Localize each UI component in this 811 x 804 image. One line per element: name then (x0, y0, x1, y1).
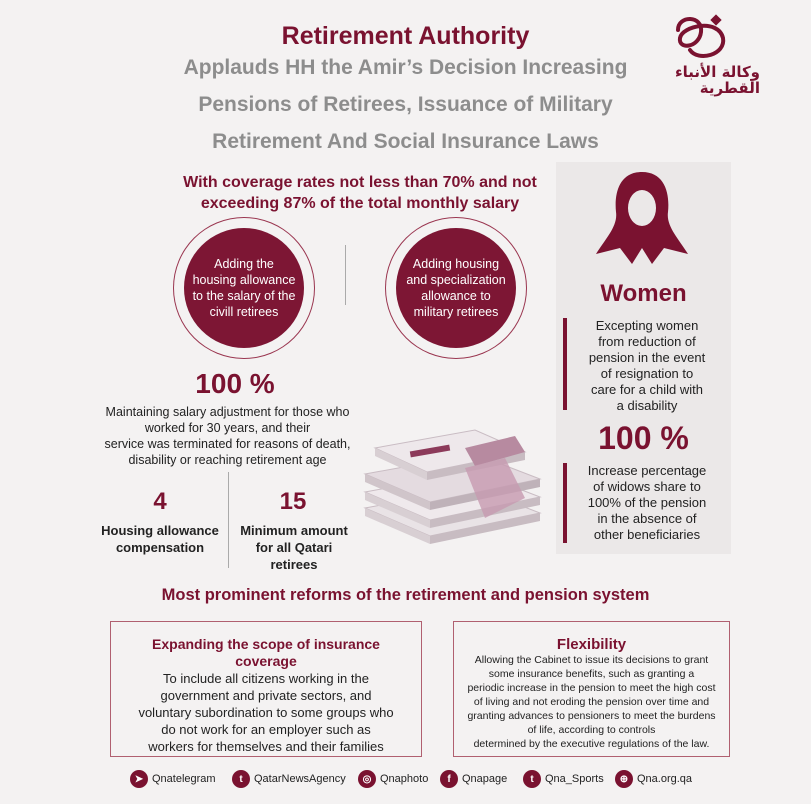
box-heading: Flexibility (556, 636, 627, 653)
insurance-coverage-box (110, 621, 422, 757)
accent-bar (563, 463, 567, 543)
logo-text-line-1: وكالة الأنباء (675, 63, 760, 81)
text-line: care for a child with (591, 382, 703, 397)
box-heading (111, 636, 421, 670)
twitter-icon: t (232, 770, 250, 788)
social-label: Qnapage (462, 773, 508, 785)
social-label: Qna_Sports (545, 773, 604, 785)
heading-line: Expanding the scope of insurance (152, 636, 380, 652)
text-line: Increase percentage (587, 463, 707, 478)
social-link-sports[interactable] (523, 770, 604, 788)
social-label: Qnaphoto (380, 773, 429, 785)
text-line: other beneficiaries (593, 527, 701, 542)
body-line: workers for themselves and their families (148, 739, 384, 754)
circle-text: Adding housing and specialization allowance to military retirees (406, 257, 506, 319)
text-line: 100% of the pension (587, 495, 707, 510)
accent-bar (563, 318, 567, 410)
social-link-twitter[interactable] (232, 770, 346, 788)
minimum-amount-value: 15 (279, 488, 307, 515)
body-line: do not work for an employer such as (161, 722, 371, 737)
text-line: worked for 30 years, and their (144, 421, 311, 435)
text-line: disability or reaching retirement age (128, 453, 327, 467)
flexibility-box (453, 621, 730, 757)
salary-adjustment-text (90, 404, 365, 468)
text-line: Maintaining salary adjustment for those who (105, 405, 350, 419)
page-title: Retirement Authority (281, 22, 530, 50)
housing-compensation-value: 4 (153, 488, 167, 515)
woman-icon (592, 168, 692, 268)
social-label: QatarNewsAgency (254, 773, 346, 785)
text-line: of widows share to (593, 479, 701, 494)
body-line: of living and not eroding the pension over time and (473, 696, 710, 708)
label-line: retirees (270, 557, 318, 572)
label-line: Housing allowance (101, 523, 219, 538)
subtitle-line-3: Retirement And Social Insurance Laws (212, 130, 599, 153)
banknotes-icon (355, 408, 550, 548)
globe-icon: ⊕ (615, 770, 633, 788)
salary-adjustment-percent: 100 % (195, 368, 275, 399)
social-label: Qna.org.qa (637, 773, 693, 785)
social-link-instagram[interactable] (358, 770, 428, 788)
social-link-website[interactable] (615, 770, 692, 788)
twitter-icon: t (523, 770, 541, 788)
instagram-icon: ◎ (358, 770, 376, 788)
body-line: periodic increase in the pension to meet the high cost (467, 682, 716, 694)
social-label: Qnatelegram (152, 773, 216, 785)
subtitle-line-1: Applauds HH the Amir’s Decision Increasing (183, 56, 628, 79)
housing-compensation-label (95, 522, 225, 556)
reforms-title: Most prominent reforms of the retirement and pension system (161, 586, 650, 604)
social-link-facebook[interactable] (440, 770, 507, 788)
body-line: granting advances to pensioners to meet the burdens (467, 710, 716, 722)
box-body (454, 653, 729, 751)
widows-percent: 100 % (598, 420, 689, 456)
subtitle-line-2: Pensions of Retirees, Issuance of Military (198, 93, 613, 116)
body-line: To include all citizens working in the (163, 671, 369, 686)
text-line: from reduction of (598, 334, 696, 349)
women-title: Women (600, 280, 687, 307)
text-line: in the absence of (597, 511, 697, 526)
text-line: Excepting women (595, 318, 699, 333)
divider (345, 245, 346, 305)
divider (228, 472, 229, 568)
civil-retirees-circle (184, 228, 304, 348)
coverage-text (130, 172, 590, 214)
coverage-line-1: With coverage rates not less than 70% and not (183, 174, 537, 191)
logo-text (650, 64, 760, 96)
widows-share-text (572, 463, 722, 543)
body-line: some insurance benefits, such as granting a (488, 668, 695, 680)
text-line: of resignation to (600, 366, 694, 381)
body-line: of life, according to controls (527, 724, 656, 736)
text-line: service was terminated for reasons of death, (104, 437, 351, 451)
label-line: Minimum amount (240, 523, 348, 538)
text-line: a disability (616, 398, 678, 413)
body-line: Allowing the Cabinet to issue its decisions to grant (474, 654, 709, 666)
telegram-icon: ➤ (130, 770, 148, 788)
body-line: voluntary subordination to some groups who (138, 705, 394, 720)
body-line: government and private sectors, and (160, 688, 372, 703)
military-retirees-circle (396, 228, 516, 348)
logo-text-line-2: القطرية (699, 79, 760, 97)
heading-line: coverage (235, 653, 297, 669)
social-link-telegram[interactable] (130, 770, 216, 788)
excepting-women-text (572, 318, 722, 414)
minimum-amount-label (230, 522, 358, 573)
coverage-line-2: exceeding 87% of the total monthly salary (200, 195, 520, 212)
label-line: for all Qatari (255, 540, 333, 555)
qna-logo-icon (668, 10, 734, 66)
body-line: determined by the executive regulations of the law. (473, 738, 710, 750)
label-line: compensation (115, 540, 205, 555)
box-body (111, 670, 421, 755)
circle-text: Adding the housing allowance to the salary of the civill retirees (192, 257, 296, 319)
text-line: pension in the event (588, 350, 706, 365)
facebook-icon: f (440, 770, 458, 788)
